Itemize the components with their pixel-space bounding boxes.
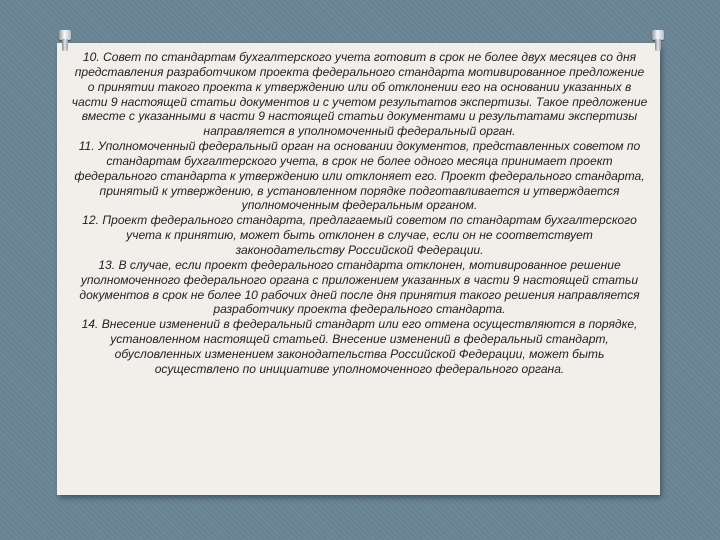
paragraph-10: 10. Совет по стандартам бухгалтерского учета готовит в срок не более двух месяцев со дня представления разработчиком проекта федерального стандарта мотивированное предложение о принятии такого проекта к утверждению или об отклонении его на основании указанных в части 9 настоящей статьи документов и с учетом результатов экспертизы. Такое предложение вместе с указанными в части 9 настоящей статьи документами и результатами экспертизы направляется в уполномоченный федеральный орган.	[71, 50, 648, 139]
paragraph-13: 13. В случае, если проект федерального стандарта отклонен, мотивированное решение уполномоченного федерального органа с приложением указанных в части 9 настоящей статьи документов в срок не более 10 рабочих дней после дня принятия такого решения направляется разработчику проекта федерального стандарта.	[79, 257, 640, 317]
pushpin-left-icon	[59, 30, 71, 52]
document-page	[57, 43, 660, 495]
paragraph-12: 12. Проект федерального стандарта, предлагаемый советом по стандартам бухгалтерского учета к принятию, может быть отклонен в случае, если он не соответствует законодательству Российской Федерации.	[82, 213, 637, 257]
paragraph-11: 11. Уполномоченный федеральный орган на основании документов, представленных советом по стандартам бухгалтерского учета, в срок не более одного месяца принимает проект федерального стандарта к утверждению или отклоняет его. Проект федерального стандарта, принятый к утверждению, в установленном порядке подготавливается и утверждается уполномоченным федеральным органом.	[74, 139, 645, 213]
pushpin-right-icon	[652, 30, 664, 52]
document-body	[71, 50, 648, 377]
paragraph-14: 14. Внесение изменений в федеральный стандарт или его отмена осуществляются в порядке, установленном настоящей статьей. Внесение изменений в федеральный стандарт, обусловленных изменением законодательства Российской Федерации, может быть осуществлено по инициативе уполномоченного федерального органа.	[81, 317, 638, 376]
